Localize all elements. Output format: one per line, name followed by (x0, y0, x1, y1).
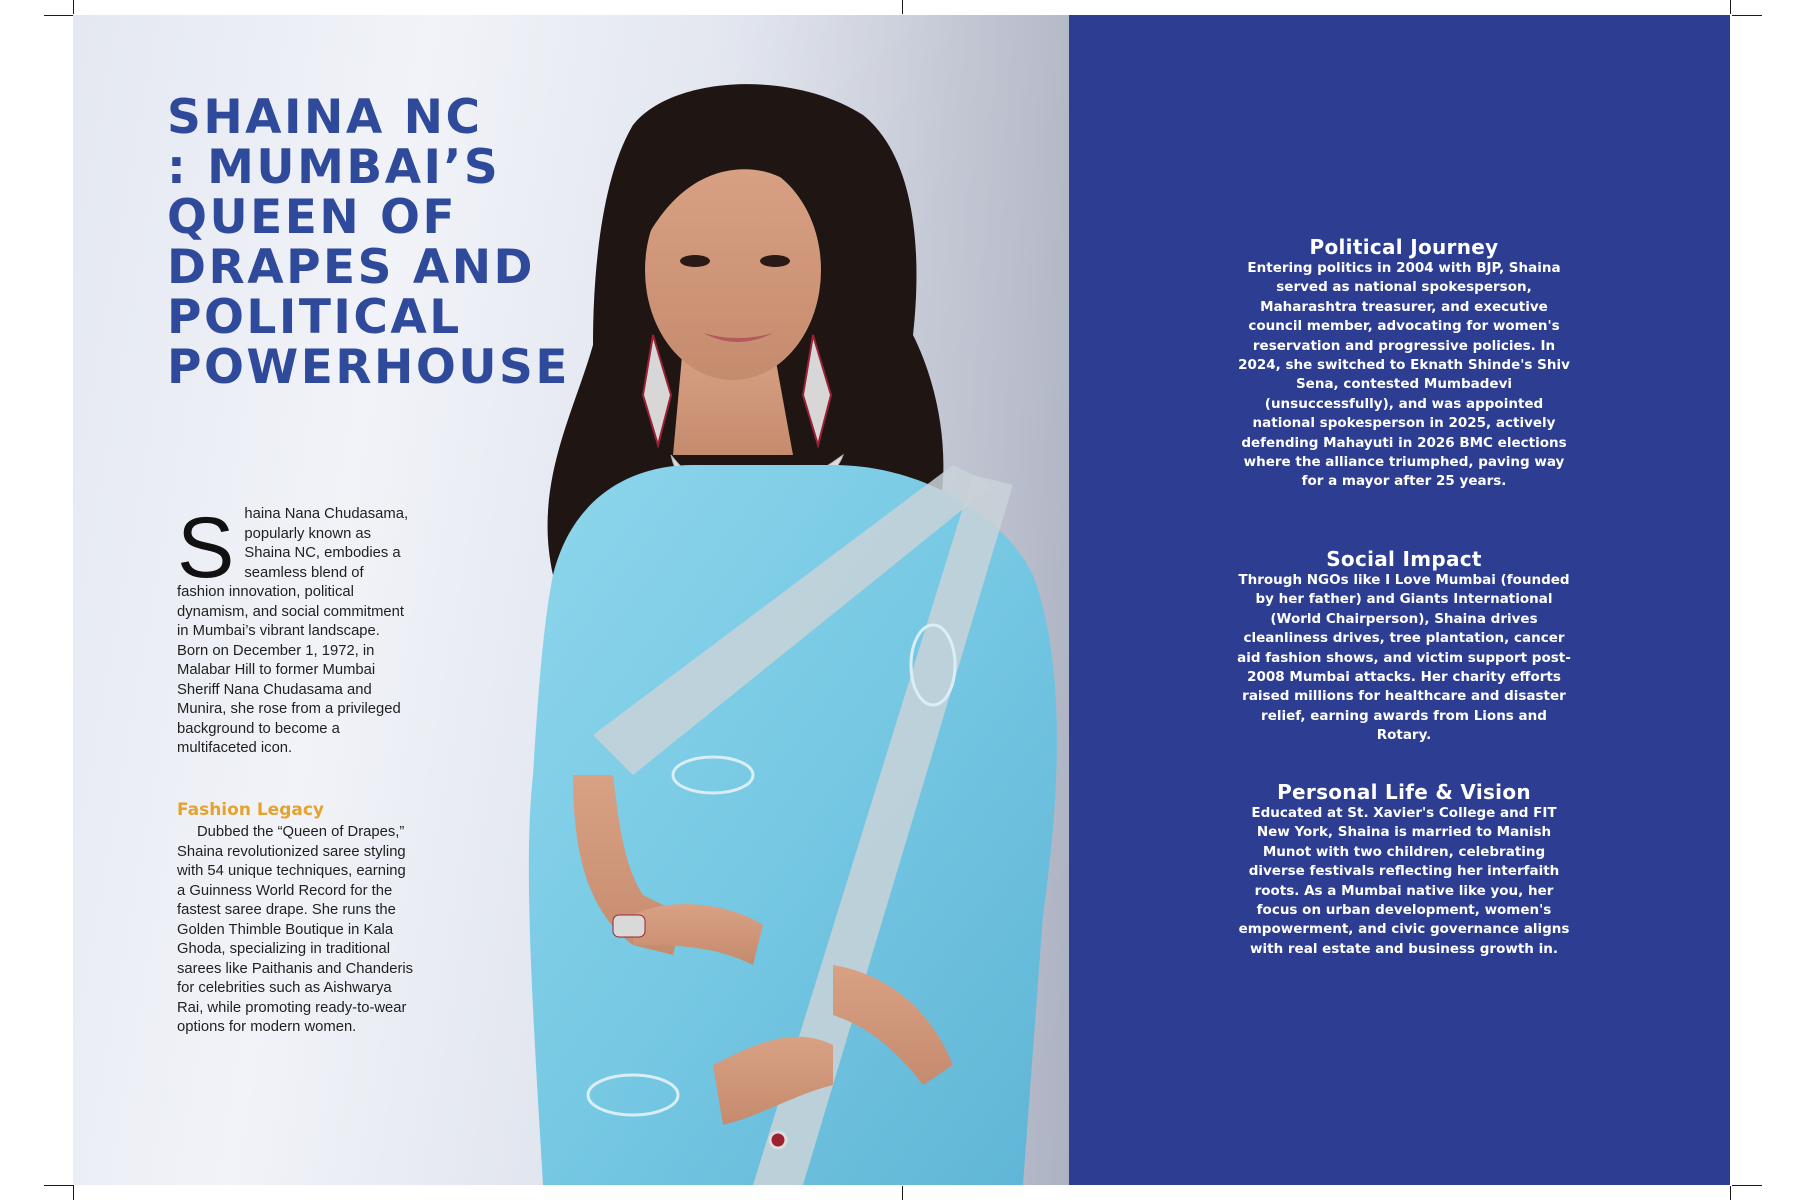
social-impact-text: Through NGOs like I Love Mumbai (founded by her father) and Giants International (World Chairperson), Shaina drives cleanliness drives, tree plantation, cancer aid fashion shows, and victim support post-2008 Mumbai attacks. Her charity efforts raised millions for healthcare and disaster relief, earning awards from Lions and Rotary. (1237, 572, 1571, 744)
crop-mark (44, 15, 74, 16)
personal-life-text: Educated at St. Xavier's College and FIT New York, Shaina is married to Manish Munot with two children, celebrating diverse festivals reflecting her interfaith roots. As a Mumbai native like you, her focus on urban development, women's empowerment, and civic governance aligns with real estate and business growth in. (1238, 805, 1570, 957)
fashion-legacy-heading: Fashion Legacy (177, 800, 324, 820)
crop-mark (1732, 1185, 1762, 1186)
political-journey-text: Entering politics in 2004 with BJP, Shaina served as national spokesperson, Maharashtra treasurer, and executive council member, advocating for women's reservation and progressive policies. In 2024, she switched to Eknath Shinde's Shiv Sena, contested Mumbadevi (unsuccessfully), and was appointed national spokesperson in 2025, actively defending Mahayuti in 2026 BMC elections where the alliance triumphed, paving way for a mayor after 25 years. (1238, 260, 1570, 490)
crop-mark (44, 1185, 74, 1186)
intro-paragraph (177, 500, 415, 759)
crop-mark (902, 1186, 903, 1200)
crop-mark (73, 0, 74, 14)
political-journey-heading: Political Journey (1309, 235, 1499, 259)
headline: SHAINA NC : MUMBAI’S QUEEN OF DRAPES AND POLITICAL POWERHOUSE (167, 90, 570, 395)
personal-life-heading: Personal Life & Vision (1277, 780, 1531, 804)
drop-cap: S (177, 500, 235, 596)
blue-text-panel (1069, 15, 1730, 1185)
fashion-legacy-text: Dubbed the “Queen of Drapes,” Shaina revolutionized saree styling with 54 unique techniques, earning a Guinness World Record for the fastest saree drape. She runs the Golden Thimble Boutique in Kala Ghoda, specializing in traditional sarees like Paithanis and Chanderis for celebrities such as Aishwarya Rai, while promoting ready-to-wear options for modern women. (177, 824, 414, 1035)
crop-mark (902, 0, 903, 14)
crop-mark (73, 1186, 74, 1200)
crop-mark (1730, 1186, 1731, 1200)
photo-page (73, 15, 1069, 1185)
intro-text: haina Nana Chudasama, popularly known as Shaina NC, embodies a seamless blend of fashion innovation, political dynamism, and social commitment in Mumbai’s vibrant landscape. Born on December 1, 1972, in Malabar Hill to former Mumbai Sheriff Nana Chudasama and Munira, she rose from a privileged background to become a multifaceted icon. (177, 506, 409, 756)
political-journey-section (1234, 235, 1574, 492)
social-impact-section (1234, 547, 1574, 746)
social-impact-heading: Social Impact (1326, 547, 1482, 571)
crop-mark (1730, 0, 1731, 14)
crop-mark (1732, 15, 1762, 16)
personal-life-section (1234, 780, 1574, 959)
